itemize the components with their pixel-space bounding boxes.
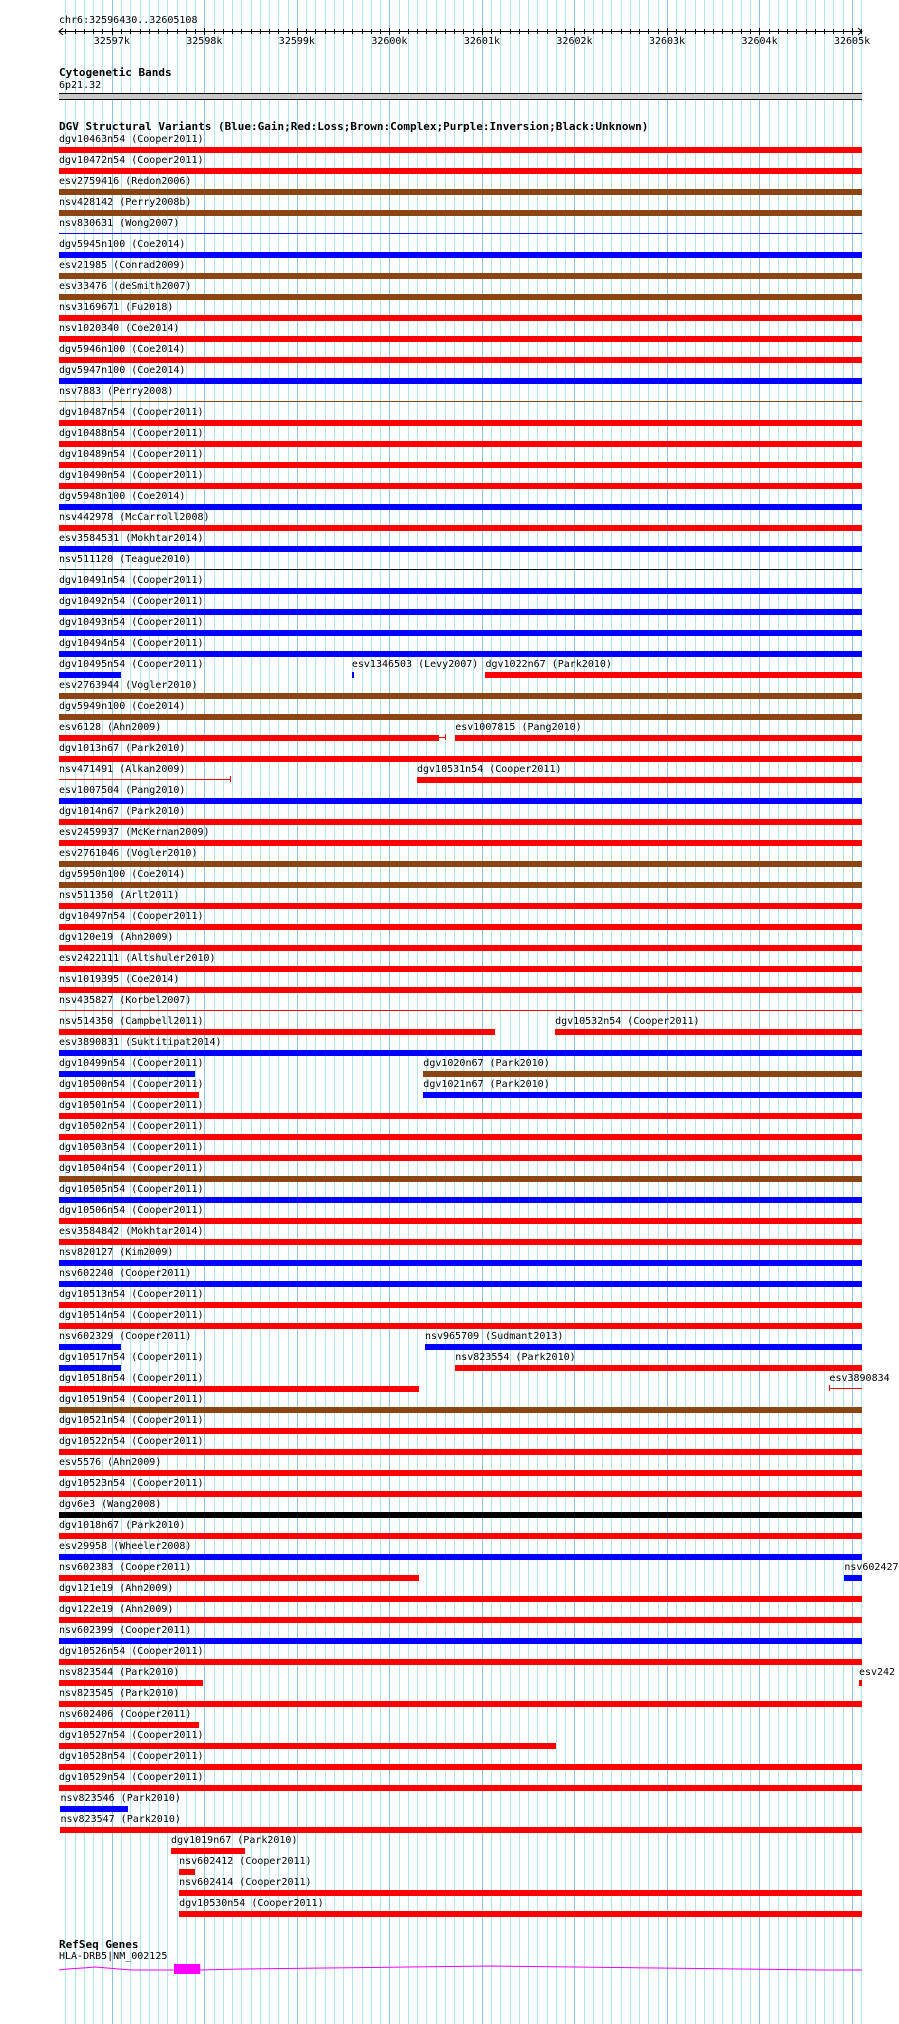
variant-bar[interactable] (59, 210, 862, 216)
variant-label[interactable]: nsv602427 (844, 1562, 899, 1573)
variant-bar[interactable] (59, 1197, 862, 1203)
variant-bar[interactable] (59, 798, 862, 804)
variant-label[interactable]: nsv823546 (Park2010) (60, 1793, 181, 1804)
variant-bar[interactable] (59, 336, 862, 342)
ruler-tick-label: 32603k (648, 36, 686, 47)
variant-bar[interactable] (59, 294, 862, 300)
variant-label[interactable]: dgv10519n54 (Cooper2011) (59, 1394, 204, 1405)
variant-bar[interactable] (59, 1344, 121, 1350)
variant-label[interactable]: nsv602399 (Cooper2011) (59, 1625, 192, 1636)
variant-label[interactable]: esv1346503 (Levy2007) (351, 659, 479, 670)
variant-label[interactable]: dgv5950n100 (Coe2014) (59, 869, 186, 880)
variant-label[interactable]: dgv10530n54 (Cooper2011) (179, 1898, 324, 1909)
variant-bar[interactable] (423, 1071, 862, 1077)
variant-bar[interactable] (59, 401, 862, 402)
variant-bar[interactable] (59, 441, 862, 447)
variant-label[interactable]: esv1007815 (Pang2010) (455, 722, 582, 733)
variant-label[interactable]: esv6128 (Ahn2009) (59, 722, 162, 733)
variant-label[interactable]: dgv5946n100 (Coe2014) (59, 344, 186, 355)
variant-label[interactable]: dgv1019n67 (Park2010) (171, 1835, 298, 1846)
variant-bar[interactable] (59, 462, 862, 468)
variant-label[interactable]: nsv823544 (Park2010) (59, 1667, 180, 1678)
variant-label[interactable]: dgv10492n54 (Cooper2011) (59, 596, 204, 607)
variant-bar[interactable] (179, 1911, 862, 1917)
variant-bar[interactable] (59, 903, 862, 909)
variant-bar[interactable] (230, 776, 231, 782)
variant-bar[interactable] (59, 924, 862, 930)
variant-label[interactable]: nsv511120 (Teague2010) (59, 554, 192, 565)
variant-label[interactable]: dgv10531n54 (Cooper2011) (417, 764, 562, 775)
variant-bar[interactable] (59, 882, 862, 888)
variant-bar[interactable] (59, 1722, 199, 1728)
ruler-tick-label: 32604k (741, 36, 778, 47)
variant-bar[interactable] (59, 861, 862, 867)
variant-bar[interactable] (59, 1281, 862, 1287)
variant-label[interactable]: esv21985 (Conrad2009) (59, 260, 186, 271)
variant-label[interactable]: nsv471491 (Alkan2009) (59, 764, 186, 775)
variant-label[interactable]: esv3890834 (829, 1373, 890, 1384)
variant-bar[interactable] (59, 1470, 862, 1476)
variant-label[interactable]: dgv10494n54 (Cooper2011) (59, 638, 204, 649)
variant-bar[interactable] (59, 1659, 862, 1665)
variant-bar[interactable] (555, 1029, 862, 1035)
variant-label[interactable]: dgv5945n100 (Coe2014) (59, 239, 186, 250)
ruler-tick-label: 32601k (463, 36, 500, 47)
variant-bar[interactable] (59, 1218, 862, 1224)
track-title-refseq[interactable]: RefSeq Genes (59, 1938, 139, 1951)
variant-bar[interactable] (59, 1071, 195, 1077)
variant-bar[interactable] (455, 1365, 862, 1371)
variant-label[interactable]: dgv10489n54 (Cooper2011) (59, 449, 204, 460)
ruler-tick-label: 32600k (371, 36, 408, 47)
variant-bar[interactable] (179, 1890, 862, 1896)
variant-bar[interactable] (59, 1428, 862, 1434)
variant-bar[interactable] (829, 1385, 830, 1391)
variant-bar[interactable] (59, 1512, 862, 1518)
variant-label[interactable]: dgv10499n54 (Cooper2011) (59, 1058, 204, 1069)
variant-bar[interactable] (59, 1386, 419, 1392)
variant-label[interactable]: dgv6e3 (Wang2008) (59, 1499, 162, 1510)
variant-label[interactable]: nsv602383 (Cooper2011) (59, 1562, 192, 1573)
variant-bar[interactable] (171, 1848, 245, 1854)
variant-label[interactable]: dgv10532n54 (Cooper2011) (555, 1016, 700, 1027)
variant-label[interactable]: nsv514350 (Campbell2011) (59, 1016, 204, 1027)
variant-label[interactable]: esv2761046 (Vogler2010) (59, 848, 198, 859)
variant-label[interactable]: esv3584842 (Mokhtar2014) (59, 1226, 204, 1237)
variant-label[interactable]: esv33476 (deSmith2007) (59, 281, 192, 292)
variant-label[interactable]: nsv602406 (Cooper2011) (59, 1709, 192, 1720)
ruler-tick-label: 32598k (186, 36, 223, 47)
variant-label[interactable]: dgv10506n54 (Cooper2011) (59, 1205, 204, 1216)
variant-label[interactable]: dgv10501n54 (Cooper2011) (59, 1100, 204, 1111)
variant-bar[interactable] (59, 1113, 862, 1119)
variant-label[interactable]: nsv823547 (Park2010) (60, 1814, 181, 1825)
variant-bar[interactable] (59, 1302, 862, 1308)
variant-label[interactable]: nsv1020340 (Coe2014) (59, 323, 180, 334)
ruler-tick-label: 32597k (93, 36, 130, 47)
variant-bar[interactable] (59, 1575, 419, 1581)
variant-label[interactable]: esv3890831 (Suktitipat2014) (59, 1037, 222, 1048)
variant-bar[interactable] (59, 588, 862, 594)
variant-bar[interactable] (59, 420, 862, 426)
variant-bar[interactable] (859, 1680, 862, 1686)
variant-bar[interactable] (59, 1176, 862, 1182)
variant-label[interactable]: nsv435827 (Korbel2007) (59, 995, 192, 1006)
variant-bar[interactable] (59, 315, 862, 321)
variant-label[interactable]: nsv823545 (Park2010) (59, 1688, 180, 1699)
variant-bar[interactable] (59, 819, 862, 825)
variant-label[interactable]: esv3584531 (Mokhtar2014) (59, 533, 204, 544)
variant-label[interactable]: dgv1021n67 (Park2010) (423, 1079, 550, 1090)
variant-label[interactable]: dgv120e19 (Ahn2009) (59, 932, 174, 943)
gene-label[interactable]: HLA-DRB5|NM_002125 (59, 1951, 168, 1962)
variant-bar[interactable] (59, 569, 862, 570)
variant-label[interactable]: dgv10529n54 (Cooper2011) (59, 1772, 204, 1783)
variant-label[interactable]: dgv10527n54 (Cooper2011) (59, 1730, 204, 1741)
variant-label[interactable]: esv242 (858, 1667, 896, 1678)
variant-bar[interactable] (59, 1533, 862, 1539)
variant-bar[interactable] (844, 1575, 862, 1581)
variant-label[interactable]: nsv820127 (Kim2009) (59, 1247, 174, 1258)
variant-bar[interactable] (59, 672, 121, 678)
variant-label[interactable]: dgv10528n54 (Cooper2011) (59, 1751, 204, 1762)
variant-label[interactable]: esv2459937 (McKernan2009) (59, 827, 210, 838)
variant-label[interactable]: esv2763944 (Vogler2010) (59, 680, 198, 691)
ruler-tick-label: 32605k (834, 36, 871, 47)
variant-bar[interactable] (59, 1407, 862, 1413)
variant-label[interactable]: dgv10500n54 (Cooper2011) (59, 1079, 204, 1090)
variant-bar[interactable] (59, 693, 862, 699)
variant-label[interactable]: nsv830631 (Wong2007) (59, 218, 180, 229)
variant-bar[interactable] (59, 609, 862, 615)
variant-bar[interactable] (59, 1092, 199, 1098)
variant-bar[interactable] (59, 1010, 862, 1011)
variant-bar[interactable] (59, 483, 862, 489)
variant-bar[interactable] (60, 1806, 128, 1812)
variant-label[interactable]: dgv10488n54 (Cooper2011) (59, 428, 204, 439)
variant-bar[interactable] (59, 1701, 862, 1707)
ruler-tick-label: 32602k (556, 36, 593, 47)
variant-bar[interactable] (59, 651, 862, 657)
variant-label[interactable]: dgv10503n54 (Cooper2011) (59, 1142, 204, 1153)
variant-bar[interactable] (59, 1764, 862, 1770)
variant-label[interactable]: dgv10514n54 (Cooper2011) (59, 1310, 204, 1321)
variant-bar[interactable] (59, 1449, 862, 1455)
variant-bar[interactable] (59, 945, 862, 951)
variant-label[interactable]: dgv10493n54 (Cooper2011) (59, 617, 204, 628)
variant-label[interactable]: dgv5949n100 (Coe2014) (59, 701, 186, 712)
variant-bar[interactable] (485, 672, 862, 678)
variant-label[interactable]: nsv602412 (Cooper2011) (179, 1856, 312, 1867)
variant-bar[interactable] (455, 735, 862, 741)
variant-bar[interactable] (59, 1050, 862, 1056)
variant-bar[interactable] (59, 504, 862, 510)
variant-bar[interactable] (59, 189, 862, 195)
variant-bar[interactable] (59, 756, 862, 762)
variant-bar[interactable] (59, 1323, 862, 1329)
variant-label[interactable]: dgv10522n54 (Cooper2011) (59, 1436, 204, 1447)
variant-bar[interactable] (59, 1554, 862, 1560)
variant-bar[interactable] (59, 546, 862, 552)
variant-bar[interactable] (59, 735, 439, 741)
variant-label[interactable]: nsv602414 (Cooper2011) (179, 1877, 312, 1888)
variant-label[interactable]: dgv10513n54 (Cooper2011) (59, 1289, 204, 1300)
variant-bar[interactable] (59, 1785, 862, 1791)
variant-label[interactable]: nsv442978 (McCarroll2008) (59, 512, 210, 523)
variant-bar[interactable] (423, 1092, 862, 1098)
variant-bar[interactable] (59, 168, 862, 174)
variant-label[interactable]: nsv428142 (Perry2008b) (59, 197, 192, 208)
variant-label[interactable]: dgv10518n54 (Cooper2011) (59, 1373, 204, 1384)
band-label: 6p21.32 (59, 80, 102, 91)
variant-bar[interactable] (59, 1029, 495, 1035)
gene-exon[interactable] (174, 1964, 200, 1974)
variant-label[interactable]: dgv122e19 (Ahn2009) (59, 1604, 174, 1615)
variant-label[interactable]: dgv10463n54 (Cooper2011) (59, 134, 204, 145)
variant-bar[interactable] (59, 1260, 862, 1266)
variant-label[interactable]: esv5576 (Ahn2009) (59, 1457, 162, 1468)
variant-bar[interactable] (829, 1388, 862, 1389)
variant-label[interactable]: dgv10495n54 (Cooper2011) (59, 659, 204, 670)
variant-bar[interactable] (59, 1638, 862, 1644)
variant-label[interactable]: dgv10517n54 (Cooper2011) (59, 1352, 204, 1363)
variant-label[interactable]: dgv10490n54 (Cooper2011) (59, 470, 204, 481)
variant-bar[interactable] (59, 630, 862, 636)
variant-label[interactable]: dgv10472n54 (Cooper2011) (59, 155, 204, 166)
variant-label[interactable]: dgv1014n67 (Park2010) (59, 806, 186, 817)
variant-bar[interactable] (59, 987, 862, 993)
track-title-cytogenetic[interactable]: Cytogenetic Bands (59, 66, 172, 79)
variant-bar[interactable] (59, 147, 862, 153)
variant-label[interactable]: nsv511350 (Arlt2011) (59, 890, 180, 901)
variant-label[interactable]: dgv1022n67 (Park2010) (485, 659, 612, 670)
variant-label[interactable]: nsv3169671 (Fu2018) (59, 302, 174, 313)
variant-label[interactable]: dgv121e19 (Ahn2009) (59, 1583, 174, 1594)
variant-label[interactable]: dgv10523n54 (Cooper2011) (59, 1478, 204, 1489)
region-label: chr6:32596430..32605108 (59, 15, 198, 26)
variant-label[interactable]: esv29958 (Wheeler2008) (59, 1541, 192, 1552)
variant-bar[interactable] (59, 1596, 862, 1602)
variant-bar[interactable] (59, 1134, 862, 1140)
variant-bar[interactable] (59, 252, 862, 258)
variant-bar[interactable] (59, 1617, 862, 1623)
variant-bar[interactable] (59, 1239, 862, 1245)
variant-bar[interactable] (59, 840, 862, 846)
variant-bar[interactable] (425, 1344, 862, 1350)
variant-label[interactable]: esv2759416 (Redon2006) (59, 176, 192, 187)
variant-bar[interactable] (60, 1827, 862, 1833)
variant-bar[interactable] (59, 779, 231, 780)
variant-label[interactable]: nsv823554 (Park2010) (455, 1352, 576, 1363)
variant-label[interactable]: dgv5948n100 (Coe2014) (59, 491, 186, 502)
variant-label[interactable]: dgv10502n54 (Cooper2011) (59, 1121, 204, 1132)
variant-label[interactable]: dgv10521n54 (Cooper2011) (59, 1415, 204, 1426)
variant-bar[interactable] (59, 378, 862, 384)
variant-label[interactable]: dgv1018n67 (Park2010) (59, 1520, 186, 1531)
variant-bar[interactable] (59, 966, 862, 972)
variant-label[interactable]: nsv965709 (Sudmant2013) (424, 1331, 564, 1342)
variant-bar[interactable] (59, 1491, 862, 1497)
variant-label[interactable]: nsv602240 (Cooper2011) (59, 1268, 192, 1279)
variant-bar[interactable] (445, 734, 446, 740)
variant-bar[interactable] (352, 672, 354, 678)
variant-bar[interactable] (59, 714, 862, 720)
variant-bar[interactable] (59, 233, 862, 234)
variant-bar[interactable] (59, 1155, 862, 1161)
variant-bar[interactable] (417, 777, 862, 783)
variant-bar[interactable] (59, 1743, 556, 1749)
variant-label[interactable]: esv2422111 (Altshuler2010) (59, 953, 216, 964)
variant-label[interactable]: dgv10504n54 (Cooper2011) (59, 1163, 204, 1174)
gene-model[interactable] (0, 1958, 890, 1988)
variant-label[interactable]: dgv10497n54 (Cooper2011) (59, 911, 204, 922)
variant-bar[interactable] (59, 357, 862, 363)
variant-label[interactable]: dgv1020n67 (Park2010) (423, 1058, 550, 1069)
variant-label[interactable]: esv1007504 (Pang2010) (59, 785, 186, 796)
variant-bar[interactable] (59, 273, 862, 279)
variant-label[interactable]: nsv1019395 (Coe2014) (59, 974, 180, 985)
cytoband-bar[interactable] (59, 93, 862, 100)
variant-label[interactable]: nsv7883 (Perry2008) (59, 386, 174, 397)
variant-label[interactable]: dgv5947n100 (Coe2014) (59, 365, 186, 376)
variant-label[interactable]: dgv10487n54 (Cooper2011) (59, 407, 204, 418)
variant-label[interactable]: nsv602329 (Cooper2011) (59, 1331, 192, 1342)
track-title-dgv[interactable]: DGV Structural Variants (Blue:Gain;Red:Loss;Brown:Complex;Purple:Inversion;Black:Unknown) (59, 120, 649, 133)
variant-bar[interactable] (59, 1365, 121, 1371)
variant-label[interactable]: dgv10491n54 (Cooper2011) (59, 575, 204, 586)
variant-label[interactable]: dgv10505n54 (Cooper2011) (59, 1184, 204, 1195)
variant-bar[interactable] (179, 1869, 195, 1875)
variant-bar[interactable] (59, 525, 862, 531)
variant-label[interactable]: dgv10526n54 (Cooper2011) (59, 1646, 204, 1657)
variant-bar[interactable] (59, 1680, 203, 1686)
ruler-tick-label: 32599k (278, 36, 315, 47)
variant-label[interactable]: dgv1013n67 (Park2010) (59, 743, 186, 754)
